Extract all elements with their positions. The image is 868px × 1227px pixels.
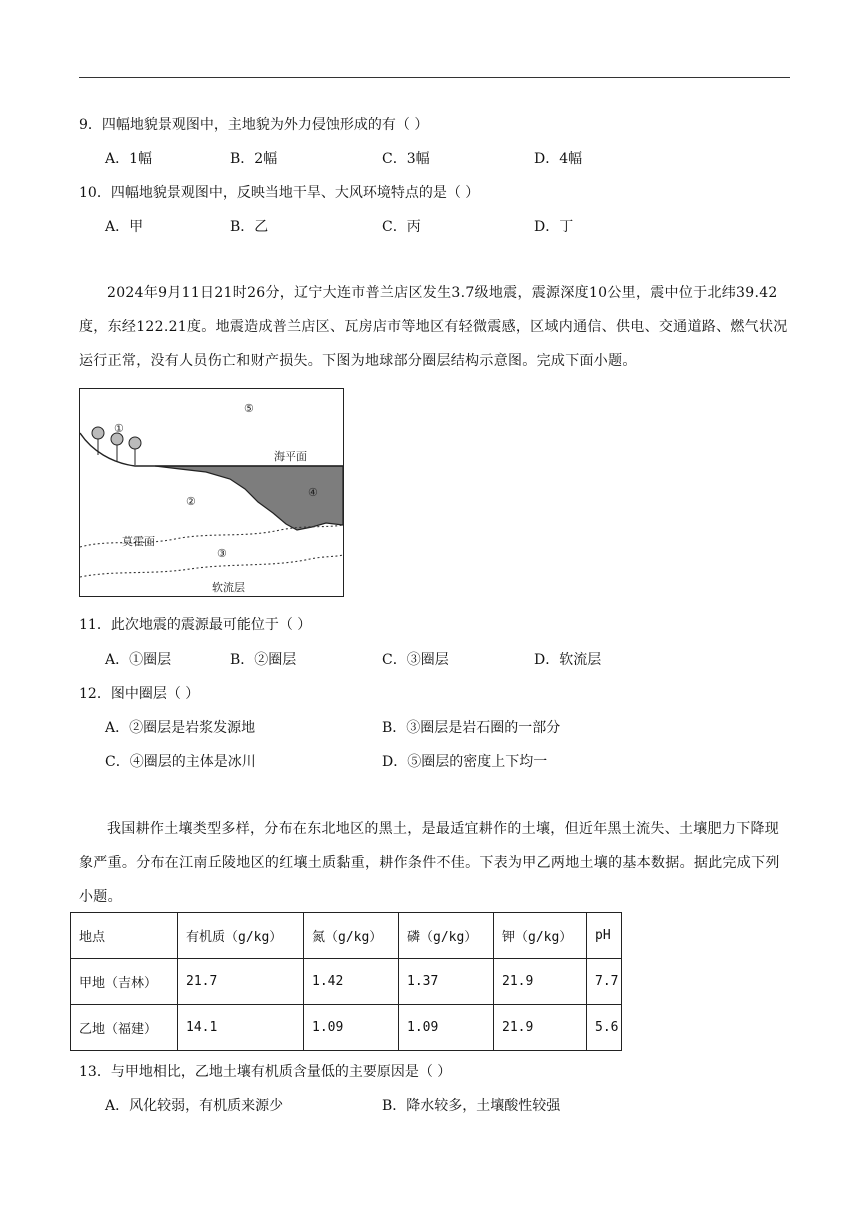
- header-rule: [79, 77, 790, 78]
- table-cell: 5.6: [587, 1005, 622, 1051]
- q9-option-b: B．2幅: [230, 151, 278, 167]
- q11-option-d: D．软流层: [534, 652, 602, 668]
- q9-option-a: A．1幅: [105, 151, 153, 167]
- table-cell: 乙地（福建）: [71, 1005, 178, 1051]
- header-cell: 地点: [71, 913, 178, 959]
- q13-option-b: B．降水较多，土壤酸性较强: [382, 1098, 561, 1114]
- label-moho: 莫霍面: [122, 535, 155, 548]
- q9-option-d: D．4幅: [534, 151, 583, 167]
- header-cell: 磷（g/kg）: [399, 913, 494, 959]
- q11-option-b: B．②圈层: [230, 652, 297, 668]
- table-cell: 1.09: [304, 1005, 399, 1051]
- q12-option-a: A．②圈层是岩浆发源地: [105, 720, 256, 736]
- soil-data-table: [70, 912, 622, 1051]
- header-cell: pH: [587, 913, 622, 959]
- earthquake-passage: 2024年9月11日21时26分，辽宁大连市普兰店区发生3.7级地震，震源深度10公里，震中位于北纬39.42度，东经122.21度。地震造成普兰店区、瓦房店市等地区有轻微震感，区域内通信、供电、交通道路、燃气状况运行正常，没有人员伤亡和财产损失。下图为地球部分圈层结构示意图。完成下面小题。: [79, 285, 788, 369]
- q13-option-a: A．风化较弱，有机质来源少: [105, 1098, 284, 1114]
- earth-layers-figure: [79, 388, 344, 597]
- q9-stem: 9．四幅地貌景观图中，主地貌为外力侵蚀形成的有（ ）: [79, 117, 429, 133]
- label-layer-2: ②: [186, 495, 196, 508]
- label-layer-3: ③: [217, 547, 227, 560]
- table-cell: 21.7: [178, 959, 304, 1005]
- q12-stem: 12．图中圈层（ ）: [79, 686, 200, 702]
- table-cell: 1.37: [399, 959, 494, 1005]
- table-cell: 14.1: [178, 1005, 304, 1051]
- header-cell: 氮（g/kg）: [304, 913, 399, 959]
- q12-option-d: D．⑤圈层的密度上下均一: [382, 754, 548, 770]
- table-cell: 甲地（吉林）: [71, 959, 178, 1005]
- table-cell: 21.9: [494, 1005, 587, 1051]
- q10-option-d: D．丁: [534, 219, 574, 235]
- table-cell: 1.09: [399, 1005, 494, 1051]
- q11-stem: 11．此次地震的震源最可能位于（ ）: [79, 617, 312, 633]
- q13-stem: 13．与甲地相比，乙地土壤有机质含量低的主要原因是（ ）: [79, 1064, 452, 1080]
- table-cell: 1.42: [304, 959, 399, 1005]
- label-layer-4: ④: [308, 486, 318, 499]
- q12-option-b: B．③圈层是岩石圈的一部分: [382, 720, 561, 736]
- q10-stem: 10．四幅地貌景观图中，反映当地干旱、大风环境特点的是（ ）: [79, 185, 480, 201]
- q12-option-c: C．④圈层的主体是冰川: [105, 754, 256, 770]
- earth-layers-diagram: [80, 389, 343, 596]
- q11-option-a: A．①圈层: [105, 652, 172, 668]
- table-row: [71, 1005, 622, 1051]
- table-header-row: [71, 913, 622, 959]
- q11-option-c: C．③圈层: [382, 652, 449, 668]
- table-cell: 21.9: [494, 959, 587, 1005]
- q10-option-b: B．乙: [230, 219, 269, 235]
- label-sea-level: 海平面: [274, 450, 307, 463]
- label-layer-5: ⑤: [244, 402, 254, 415]
- header-cell: 有机质（g/kg）: [178, 913, 304, 959]
- table-cell: 7.7: [587, 959, 622, 1005]
- q9-option-c: C．3幅: [382, 151, 430, 167]
- header-cell: 钾（g/kg）: [494, 913, 587, 959]
- q10-option-c: C．丙: [382, 219, 421, 235]
- soil-passage: 我国耕作土壤类型多样，分布在东北地区的黑土，是最适宜耕作的土壤，但近年黑土流失、土壤肥力下降现象严重。分布在江南丘陵地区的红壤土质黏重，耕作条件不佳。下表为甲乙两地土壤的基本数据。据此完成下列小题。: [79, 821, 780, 905]
- label-asthenosphere: 软流层: [212, 581, 245, 594]
- label-layer-1: ①: [114, 422, 124, 435]
- asthenosphere-line: [80, 555, 343, 577]
- q10-option-a: A．甲: [105, 219, 144, 235]
- table-row: [71, 959, 622, 1005]
